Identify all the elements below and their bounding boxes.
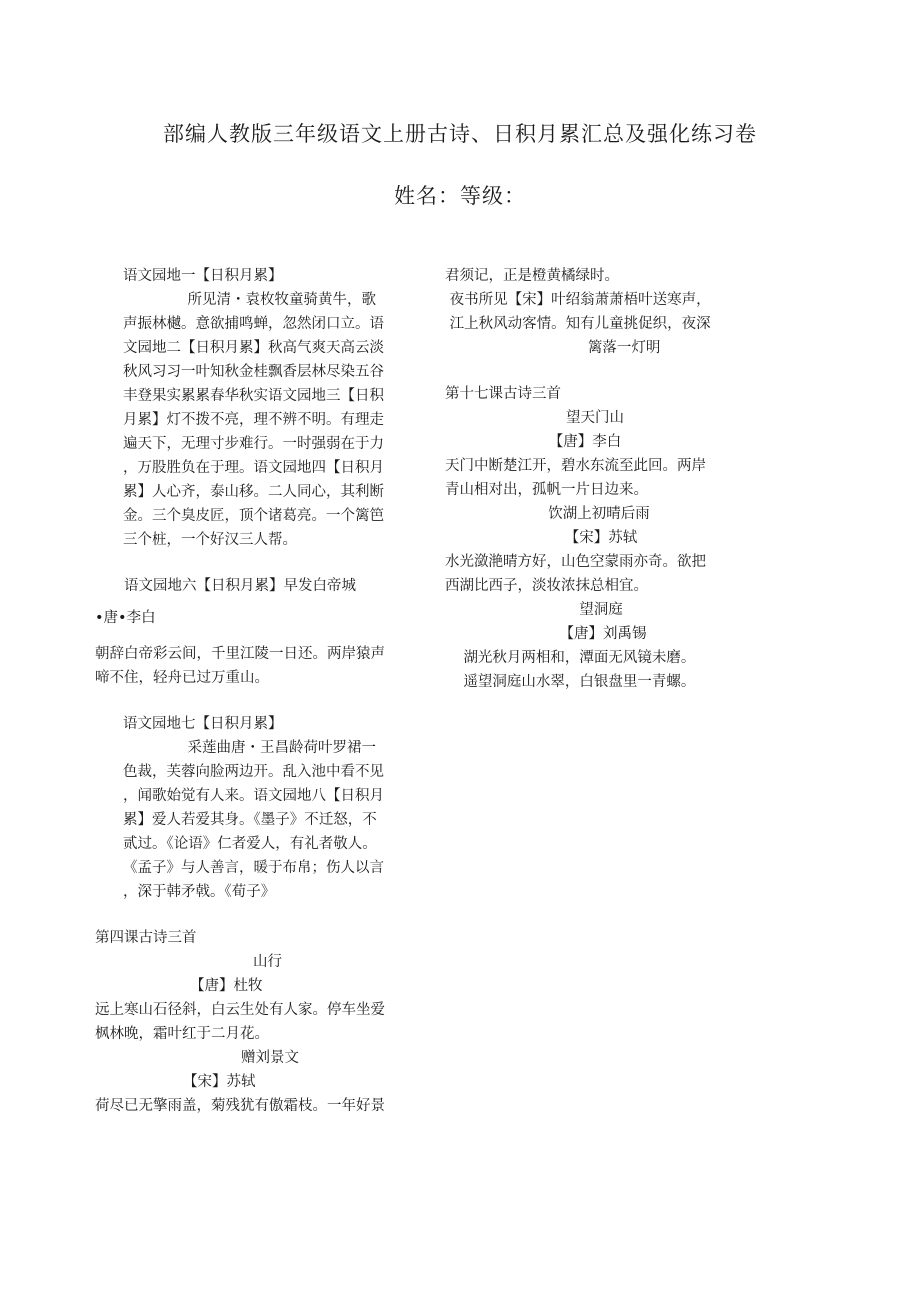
text-line: 朝辞白帝彩云间，千里江陵一日还。两岸猿声 (95, 646, 385, 662)
text-line: 遍天下，无理寸步难行。一时强弱在于力 (123, 436, 384, 452)
poem-title: 山行 (253, 954, 282, 970)
poem-title: 望天门山 (566, 410, 624, 426)
section-garden-7-8 (95, 712, 435, 904)
text-line: 月累】灯不拨不亮，理不辨不明。有理走 (123, 412, 384, 428)
text-line: 采莲曲唐・王昌龄荷叶罗裙一 (123, 740, 377, 756)
poem-title: 饮湖上初晴后雨 (548, 506, 650, 522)
text-line: 青山相对出，孤帆一片日边来。 (445, 482, 648, 498)
text-line: 累】爱人若爱其身。《墨子》不迁怒，不 (123, 812, 377, 828)
text-line: 声振林樾。意欲捕鸣蝉，忽然闭口立。语 (123, 316, 384, 332)
text-line: 丰登果实累累春华秋实语文园地三【日积 (123, 388, 384, 404)
section-continued (445, 264, 765, 360)
text-line: 啼不住，轻舟已过万重山。 (95, 670, 269, 686)
text-line: 《孟子》与人善言，暖于布帛；伤人以言 (123, 860, 384, 876)
section-heading: 第十七课古诗三首 (445, 386, 561, 402)
text-line: 三个桩，一个好汉三人帮。 (123, 532, 297, 548)
poem-author: 【宋】苏轼 (564, 530, 638, 546)
text-line: 西湖比西子，淡妆浓抹总相宜。 (445, 578, 648, 594)
text-line: 水光潋滟晴方好，山色空蒙雨亦奇。欲把 (445, 554, 706, 570)
text-line: 枫林晚，霜叶红于二月花。 (95, 1026, 269, 1042)
text-line: 远上寒山石径斜，白云生处有人家。停车坐爱 (95, 1002, 385, 1018)
section-heading: 语文园地七【日积月累】 (123, 716, 283, 732)
text-line: 天门中断楚江开，碧水东流至此回。两岸 (445, 458, 706, 474)
text-line: 遥望洞庭山水翠，白银盘里一青螺。 (445, 674, 696, 690)
text-line: 秋风习习一叶知秋金桂飘香层林尽染五谷 (123, 364, 384, 380)
poem-author: 【唐】刘禹锡 (559, 626, 647, 642)
section-lesson-4 (95, 926, 435, 1118)
text-line: 君须记，正是橙黄橘绿时。 (445, 268, 619, 284)
text-line: 所见清・袁枚牧童骑黄牛，歌 (123, 292, 377, 308)
text-line: ，闻歌始觉有人来。语文园地八【日积月 (123, 788, 384, 804)
poem-title: 望洞庭 (579, 602, 623, 618)
poem-title: 赠刘景文 (241, 1050, 299, 1066)
text-line: ，深于韩矛戟。《荀子》 (123, 884, 276, 900)
section-garden-1-4 (95, 264, 435, 552)
text-line: 累】人心齐，泰山移。二人同心，其利断 (123, 484, 384, 500)
section-heading: 语文园地六【日积月累】早发白帝城 (124, 578, 356, 594)
left-column (95, 264, 435, 1118)
name-grade-line: 姓名：等级： (394, 184, 526, 208)
poem-author: 【宋】苏轼 (183, 1074, 256, 1090)
section-garden-6 (95, 574, 435, 690)
poem-author: •唐•李白 (95, 610, 156, 626)
text-line: 色裁，芙蓉向脸两边开。乱入池中看不见 (123, 764, 384, 780)
section-heading: 语文园地一【日积月累】 (123, 268, 283, 284)
text-line: ，万股胜负在于理。语文园地四【日积月 (123, 460, 384, 476)
text-line: 江上秋风动客情。知有儿童挑促织，夜深 (445, 316, 711, 332)
text-line: 文园地二【日积月累】秋高气爽天高云淡 (123, 340, 384, 356)
text-line: 夜书所见【宋】叶绍翁萧萧梧叶送寒声， (445, 292, 711, 308)
text-line: 金。三个臭皮匠，顶个诸葛亮。一个篱笆 (123, 508, 384, 524)
poem-author: 【唐】李白 (548, 434, 622, 450)
text-line: 篱落一灯明 (445, 340, 661, 356)
text-line: 贰过。《论语》仁者爱人，有礼者敬人。 (123, 836, 377, 852)
text-line: 荷尽已无擎雨盖，菊残犹有傲霜枝。一年好景 (95, 1098, 385, 1114)
section-heading: 第四课古诗三首 (95, 930, 197, 946)
section-lesson-17 (445, 382, 765, 694)
right-column (445, 264, 765, 694)
poem-author: 【唐】杜牧 (190, 978, 263, 994)
page-title: 部编人教版三年级语文上册古诗、日积月累汇总及强化练习卷 (163, 122, 757, 146)
text-line: 湖光秋月两相和，潭面无风镜未磨。 (445, 650, 696, 666)
